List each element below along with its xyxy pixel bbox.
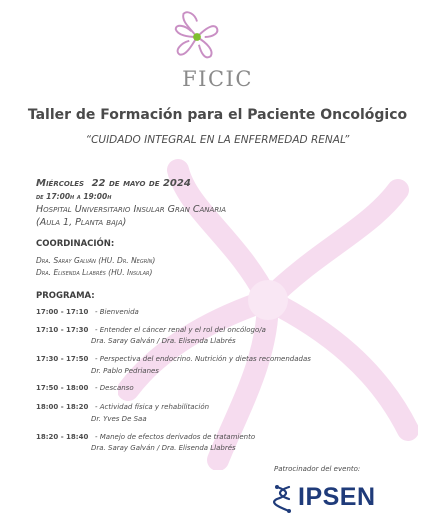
program-title: - Descanso (95, 384, 134, 392)
program-time: 18:00 - 18:20 (36, 403, 89, 411)
coordinator-item: Dra. Saray Galván (HU. Dr. Negrín) (36, 256, 156, 265)
event-date (36, 178, 191, 189)
program-title: - Entender el cáncer renal y el rol del oncólogo/a (95, 326, 266, 334)
program-title: - Bienvenida (95, 308, 139, 316)
coordination-heading: COORDINACIÓN: (36, 239, 115, 249)
flower-watermark (118, 150, 418, 470)
page-title: Taller de Formación para el Paciente Oncológico (27, 107, 408, 123)
sponsor-label: Patrocinador del evento: (274, 465, 361, 473)
program-title: - Perspectiva del endocrino. Nutrición y dietas recomendadas (95, 355, 311, 363)
program-speaker: Dr. Pablo Pedrianes (91, 367, 159, 375)
program-time: 17:00 - 17:10 (36, 308, 89, 316)
program-speaker: Dra. Saray Galván / Dra. Elisenda Llabrés (91, 337, 236, 345)
event-venue: Hospital Universitario Insular Gran Canaria (36, 204, 227, 215)
event-weekday: Miércoles (36, 178, 85, 189)
program-title: - Manejo de efectos derivados de tratamiento (95, 433, 256, 441)
program-title: - Actividad física y rehabilitación (95, 403, 210, 411)
ipsen-logo (271, 485, 401, 513)
program-heading: PROGRAMA: (36, 291, 95, 301)
program-time: 18:20 - 18:40 (36, 433, 89, 441)
ficic-logo-icon (168, 8, 226, 66)
program-time: 17:30 - 17:50 (36, 355, 89, 363)
ipsen-helix-icon (271, 485, 295, 513)
program-time: 17:50 - 18:00 (36, 384, 89, 392)
program-time: 17:10 - 17:30 (36, 326, 89, 334)
program-speaker: Dr. Yves De Saa (91, 415, 147, 423)
coordinator-item: Dra. Elisenda Llabrés (HU. Insular) (36, 268, 153, 277)
event-time: de 17:00h a 19:00h (36, 192, 112, 201)
page-subtitle: “CUIDADO INTEGRAL EN LA ENFERMEDAD RENAL” (85, 134, 350, 146)
event-day: 22 de mayo de 2024 (91, 178, 191, 189)
ficic-wordmark: FICIC (182, 67, 253, 91)
program-speaker: Dra. Saray Galván / Dra. Elisenda Llabrés (91, 444, 236, 452)
event-room: (Aula 1, Planta baja) (36, 217, 127, 228)
ipsen-wordmark: IPSEN (298, 483, 376, 511)
